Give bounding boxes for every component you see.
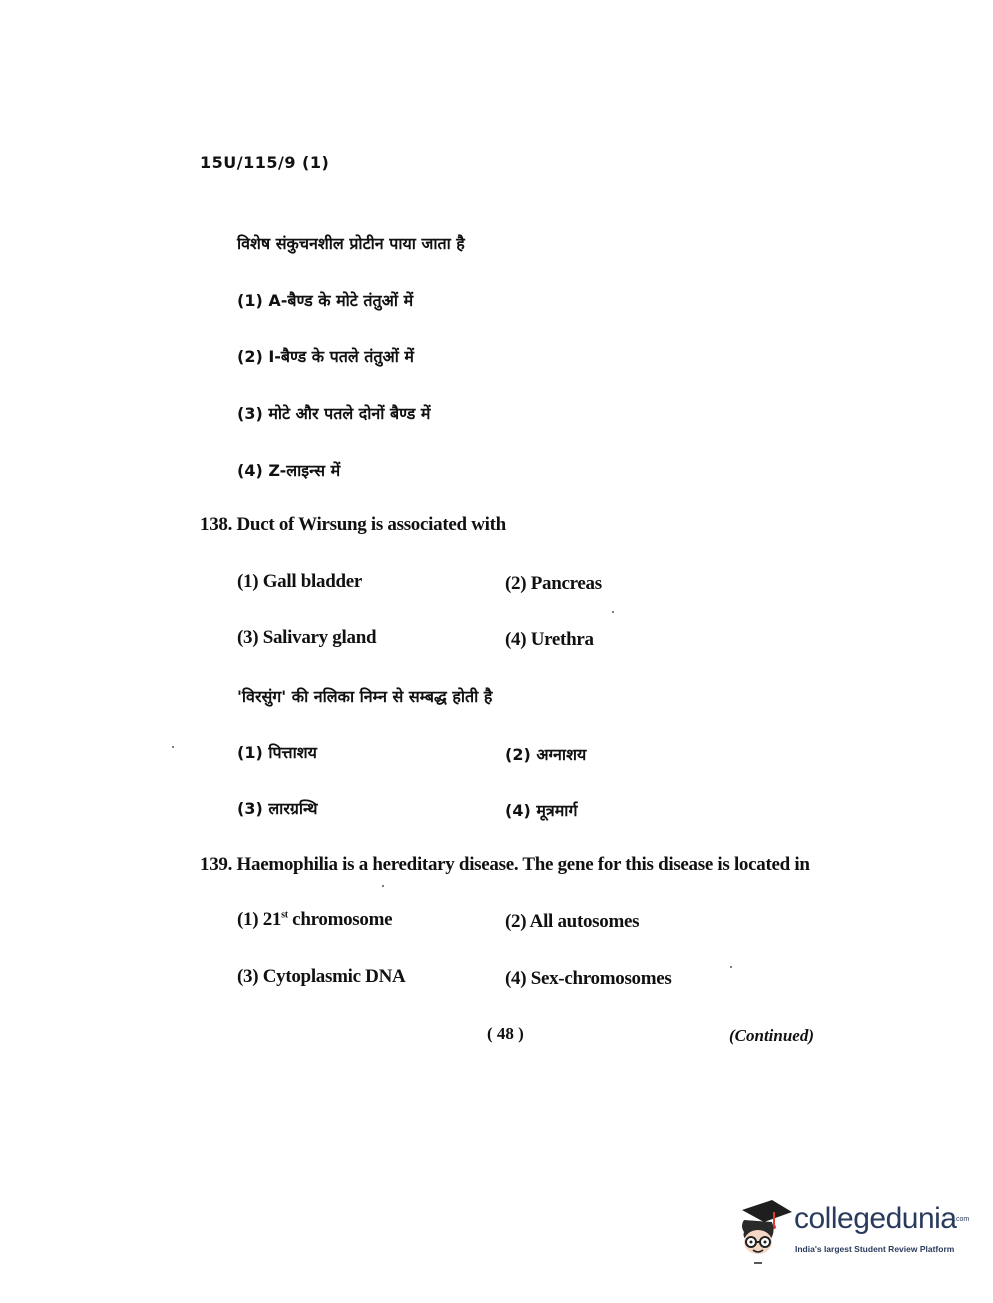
mascot-icon <box>734 1196 794 1266</box>
q137-hindi-stem: विशेष संकुचनशील प्रोटीन पाया जाता है <box>237 234 465 253</box>
page-number: ( 48 ) <box>487 1024 524 1043</box>
q138-hindi-option-2: (2) अग्नाशय <box>505 745 587 764</box>
q139-question <box>200 854 810 876</box>
logo-tagline: India's largest Student Review Platform <box>795 1244 955 1254</box>
q138-stem: Duct of Wirsung is associated with <box>236 514 506 535</box>
q137-hindi-option-3: (3) मोटे और पतले दोनों बैण्ड में <box>237 404 431 423</box>
q138-option-3: (3) Salivary gland <box>237 627 377 648</box>
q139-option-1-prefix: (1) 21 <box>237 909 282 930</box>
q139-number: 139. <box>200 854 233 875</box>
scan-speck <box>612 611 614 613</box>
q138-hindi-stem: 'विरसुंग' की नलिका निम्न से सम्बद्ध होती है <box>237 687 493 706</box>
paper-code: 15U/115/9 (1) <box>200 153 330 172</box>
continued-label: (Continued) <box>729 1026 815 1045</box>
q137-hindi-option-1: (1) A-बैण्ड के मोटे तंतुओं में <box>237 291 414 310</box>
collegedunia-logo <box>734 1196 970 1266</box>
q139-option-1-suffix: chromosome <box>287 909 393 930</box>
scan-speck <box>730 966 732 968</box>
q138-hindi-option-3: (3) लारग्रन्थि <box>237 799 318 818</box>
q139-option-3: (3) Cytoplasmic DNA <box>237 966 406 987</box>
q138-option-1: (1) Gall bladder <box>237 571 363 592</box>
scan-speck <box>172 746 174 748</box>
q138-option-4: (4) Urethra <box>505 629 594 650</box>
q138-question <box>200 514 506 536</box>
q138-hindi-option-1: (1) पित्ताशय <box>237 743 317 762</box>
q138-option-2: (2) Pancreas <box>505 573 602 594</box>
q139-option-1-sup: st <box>281 909 288 921</box>
q137-hindi-option-2: (2) I-बैण्ड के पतले तंतुओं में <box>237 347 415 366</box>
q139-option-1 <box>237 909 392 931</box>
logo-domain: .com <box>954 1216 970 1223</box>
q139-stem: Haemophilia is a hereditary disease. The gene for this disease is located in <box>236 854 810 875</box>
q139-option-2: (2) All autosomes <box>505 911 640 932</box>
q138-hindi-option-4: (4) मूत्रमार्ग <box>505 801 578 820</box>
q139-option-4: (4) Sex-chromosomes <box>505 968 672 989</box>
q138-number: 138. <box>200 514 233 535</box>
logo-wordmark: collegedunia <box>794 1202 957 1235</box>
q137-hindi-option-4: (4) Z-लाइन्स में <box>237 461 341 480</box>
scan-speck <box>382 885 384 887</box>
